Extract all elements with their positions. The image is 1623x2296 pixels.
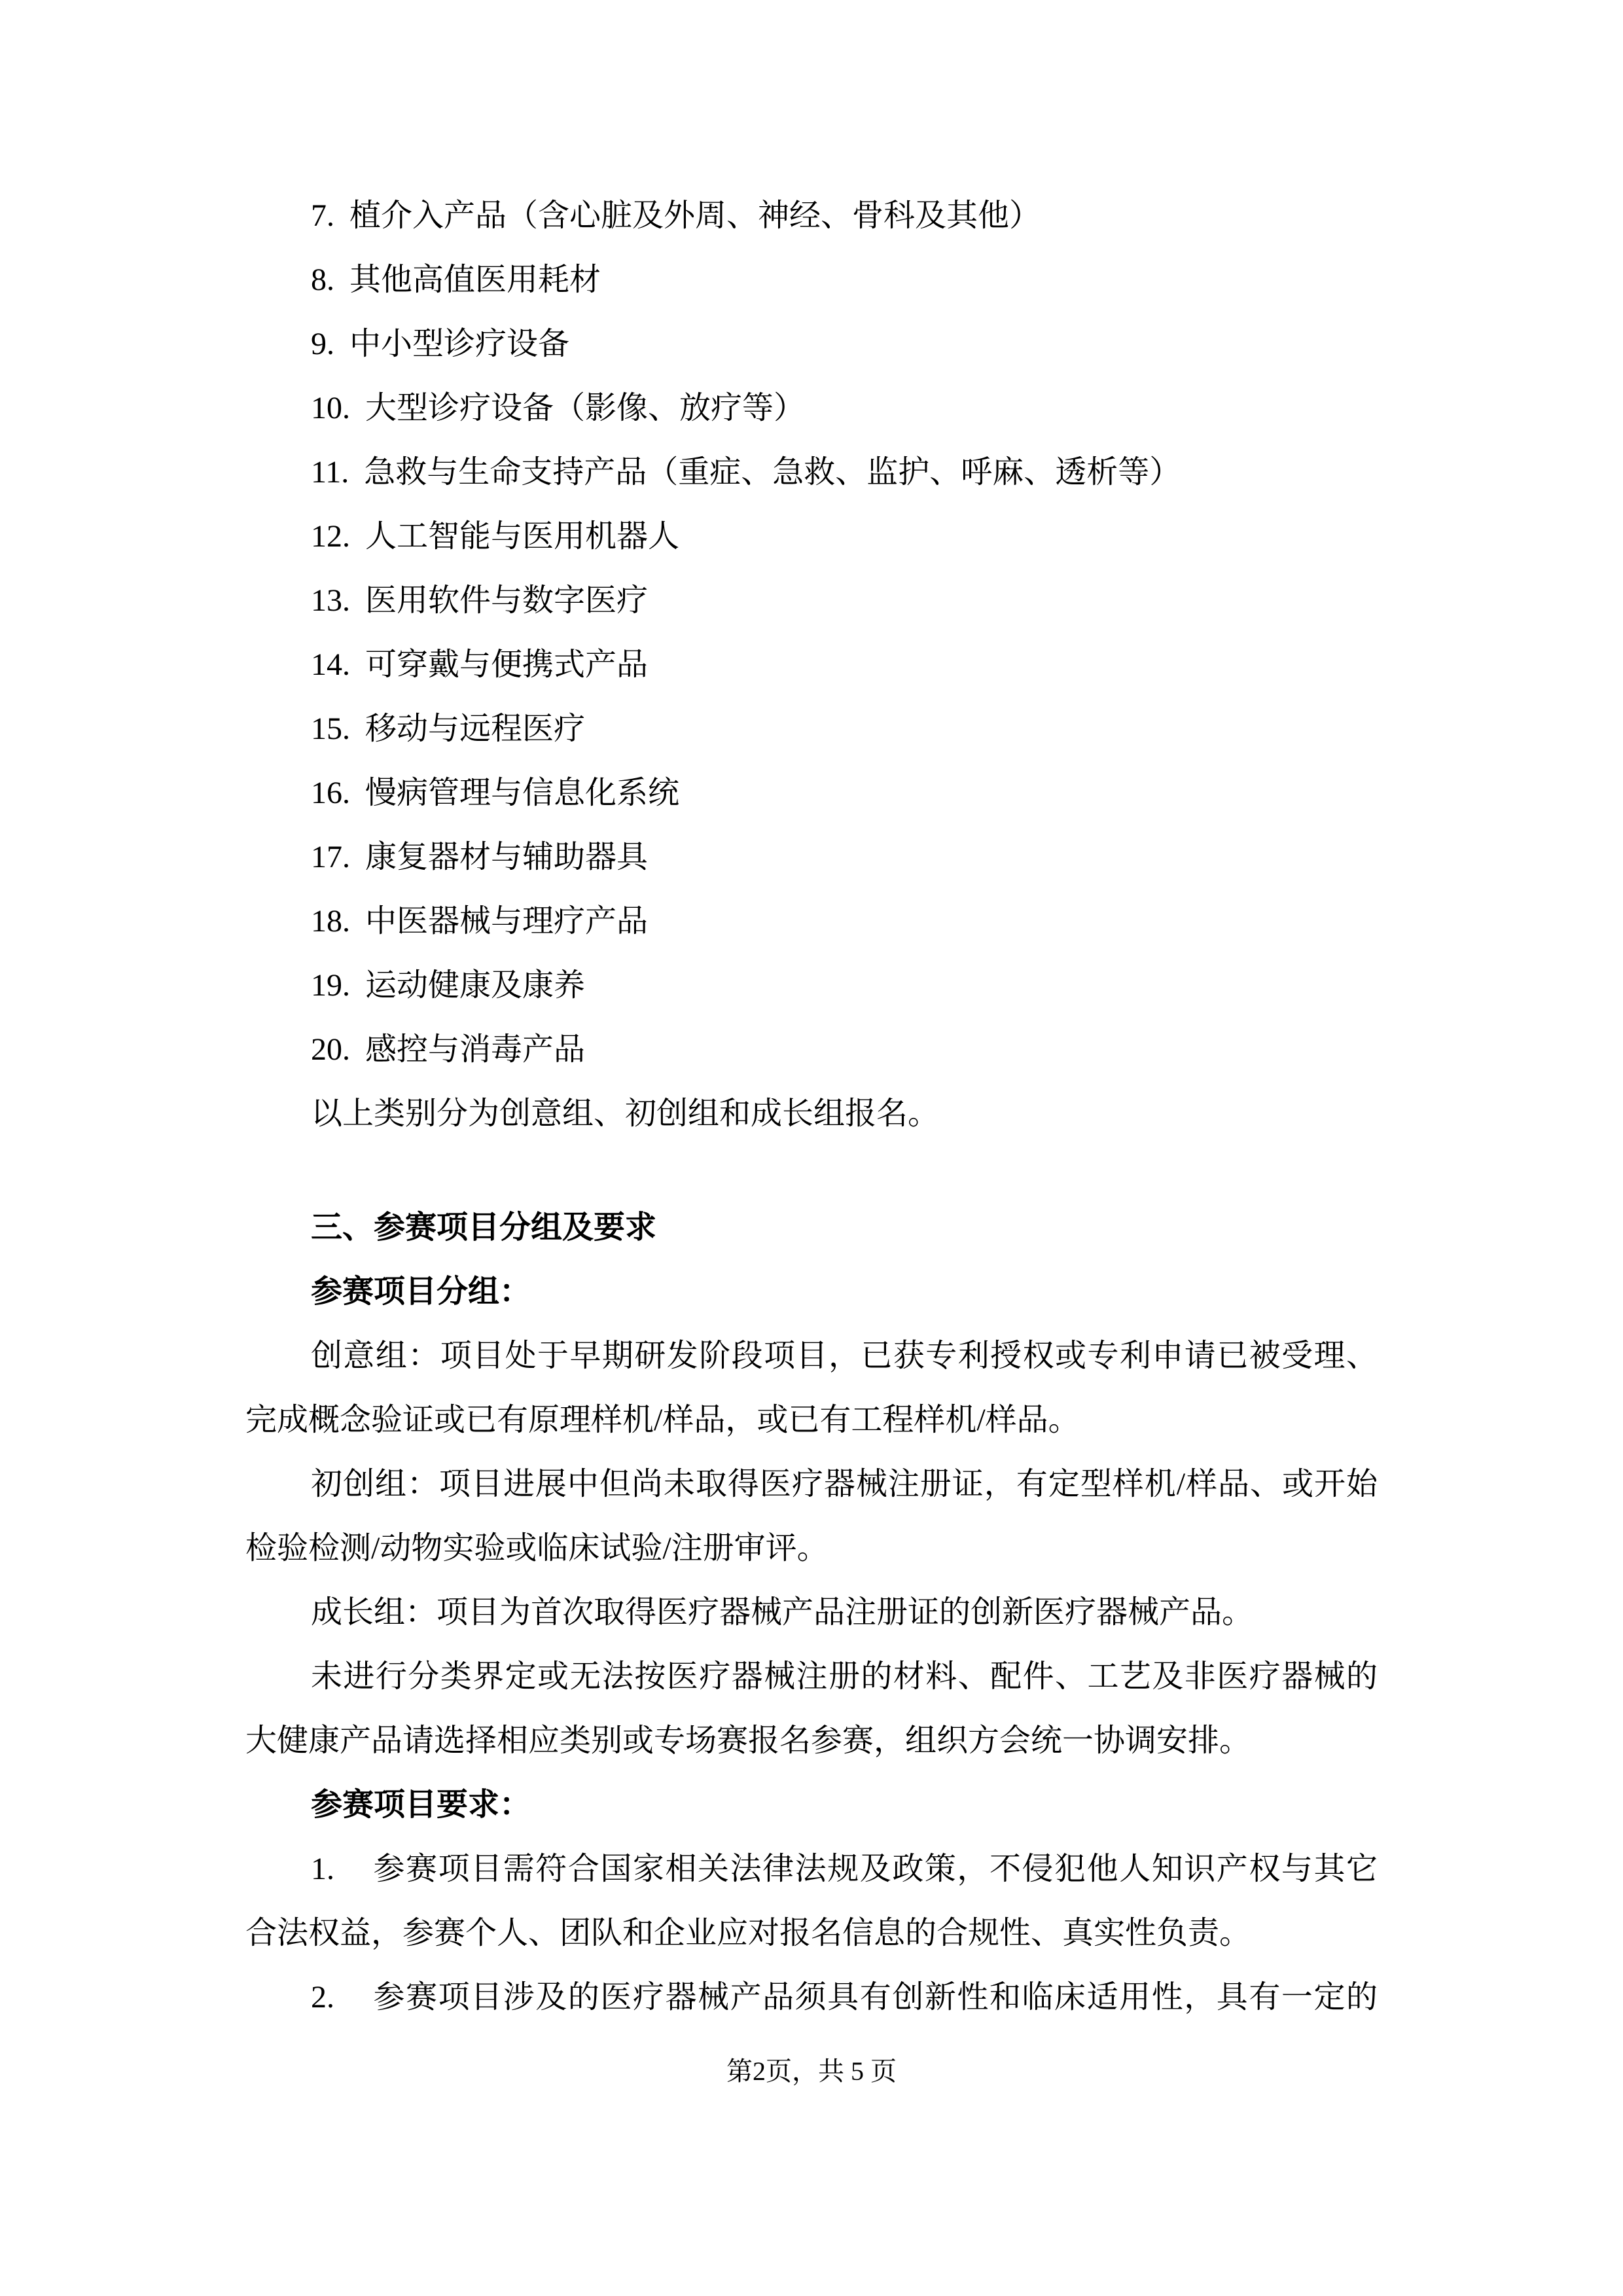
- category-note: 以上类别分为创意组、初创组和成长组报名。: [311, 1096, 940, 1131]
- list-item-text: 中小型诊疗设备: [349, 327, 570, 361]
- list-item: [245, 1018, 1378, 1082]
- list-item-text: 慢病管理与信息化系统: [365, 776, 680, 810]
- list-item-number: 17.: [311, 840, 350, 874]
- list-item: [245, 440, 1378, 505]
- list-item: [245, 376, 1378, 440]
- list-item-text: 可穿戴与便携式产品: [365, 647, 649, 682]
- requirement-text: 参赛项目需符合国家相关法律法规及政策，不侵犯他人知识产权与其它: [372, 1852, 1378, 1886]
- paragraph-line: 初创组：项目进展中但尚未取得医疗器械注册证，有定型样机/样品、或开始: [311, 1467, 1378, 1501]
- paragraph-line: 创意组：项目处于早期研发阶段项目，已获专利授权或专利申请已被受理、: [311, 1338, 1378, 1373]
- list-item-text: 大型诊疗设备（影像、放疗等）: [365, 391, 806, 425]
- list-item: [245, 569, 1378, 633]
- requirement-number: 1.: [311, 1852, 334, 1886]
- list-item-text: 急救与生命支持产品（重症、急救、监护、呼麻、透析等）: [364, 455, 1181, 490]
- list-item: [245, 184, 1378, 248]
- requirement-line: [245, 1965, 1378, 2030]
- list-item: [245, 889, 1378, 954]
- list-item-number: 18.: [311, 904, 350, 939]
- paragraph-line: 检验检测/动物实验或临床试验/注册审评。: [245, 1531, 829, 1566]
- paragraph-line: 成长组：项目为首次取得医疗器械产品注册证的创新医疗器械产品。: [311, 1595, 1254, 1630]
- section-heading: 三、参赛项目分组及要求: [311, 1210, 657, 1245]
- list-item-text: 人工智能与医用机器人: [365, 519, 680, 554]
- requirement-text: 参赛项目涉及的医疗器械产品须具有创新性和临床适用性，具有一定的: [372, 1980, 1378, 2015]
- list-item-number: 19.: [311, 968, 350, 1003]
- paragraph-line: 大健康产品请选择相应类别或专场赛报名参赛，组织方会统一协调安排。: [245, 1723, 1251, 1758]
- list-item: [245, 312, 1378, 376]
- list-item-text: 中医器械与理疗产品: [365, 904, 649, 939]
- requirement-number: 2.: [311, 1980, 334, 2015]
- list-item-number: 8.: [311, 262, 334, 297]
- requirements-subheading: 参赛项目要求：: [311, 1787, 531, 1822]
- document-body: [245, 184, 1378, 2030]
- list-item: [245, 954, 1378, 1018]
- paragraph-gap: [245, 1146, 1378, 1196]
- list-item-text: 其他高值医用耗材: [349, 262, 601, 297]
- grouping-subheading: 参赛项目分组：: [311, 1274, 531, 1309]
- requirement-line: 合法权益，参赛个人、团队和企业应对报名信息的合规性、真实性负责。: [245, 1916, 1251, 1950]
- requirement-line: [245, 1837, 1378, 1901]
- list-item-number: 11.: [311, 455, 349, 490]
- list-item-text: 感控与消毒产品: [365, 1032, 586, 1067]
- list-item-text: 移动与远程医疗: [365, 711, 586, 746]
- list-item: [245, 697, 1378, 761]
- list-item-number: 14.: [311, 647, 350, 682]
- list-item: [245, 248, 1378, 312]
- list-item-number: 12.: [311, 519, 350, 554]
- list-item: [245, 761, 1378, 825]
- list-item-number: 20.: [311, 1032, 350, 1067]
- list-item-number: 10.: [311, 391, 350, 425]
- list-item-number: 13.: [311, 583, 350, 618]
- footer-page-number: 第2页，共 5 页: [726, 2056, 897, 2086]
- list-item: [245, 825, 1378, 889]
- paragraph-line: 未进行分类界定或无法按医疗器械注册的材料、配件、工艺及非医疗器械的: [311, 1659, 1378, 1694]
- list-item-text: 康复器材与辅助器具: [365, 840, 649, 874]
- list-item-number: 9.: [311, 327, 334, 361]
- list-item-text: 运动健康及康养: [365, 968, 586, 1003]
- list-item-number: 15.: [311, 711, 350, 746]
- list-item-text: 植介入产品（含心脏及外周、神经、骨科及其他）: [349, 198, 1041, 233]
- list-item: [245, 633, 1378, 697]
- list-item: [245, 505, 1378, 569]
- list-item-number: 7.: [311, 198, 334, 233]
- list-item-text: 医用软件与数字医疗: [365, 583, 649, 618]
- list-item-number: 16.: [311, 776, 350, 810]
- paragraph-line: 完成概念验证或已有原理样机/样品，或已有工程样机/样品。: [245, 1403, 1080, 1437]
